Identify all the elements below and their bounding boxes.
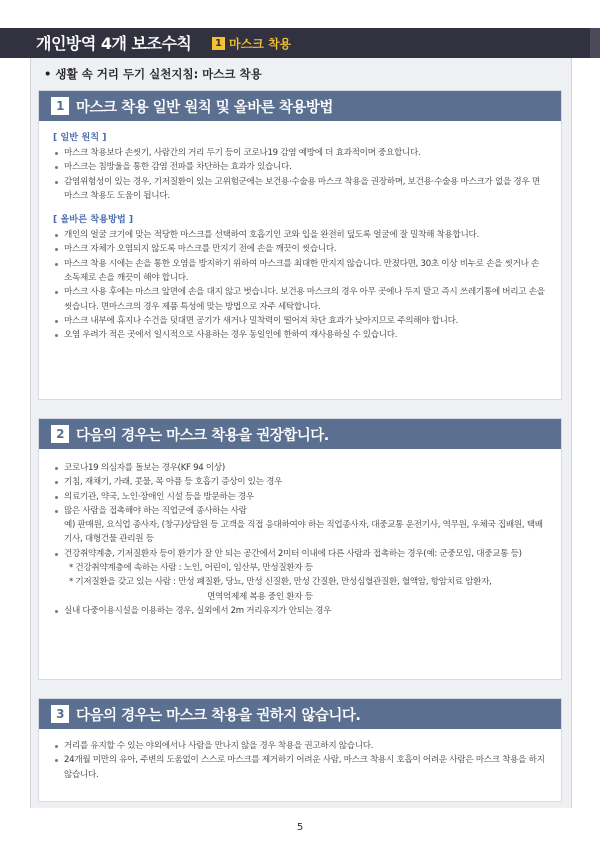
general-principles-list <box>39 146 561 203</box>
list-item: 마스크는 침방울을 통한 감염 전파를 차단하는 효과가 있습니다. <box>55 160 547 174</box>
section-3-header <box>39 699 561 729</box>
guide-title: • 생활 속 거리 두기 실천지침: 마스크 착용 <box>44 67 262 81</box>
list-item: 실내 다중이용시설을 이용하는 경우, 실외에서 2m 거리유지가 안되는 경우 <box>55 604 547 618</box>
list-item: 마스크 사용 후에는 마스크 앞면에 손을 대지 않고 벗습니다. 보건용 마스크의 경우 아무 곳에나 두지 말고 즉시 쓰레기통에 버리고 손을 씻습니다. 면마스크의 경우 제품 특성에 맞는 방법으로 자주 세탁합니다. <box>55 285 547 314</box>
list-item-note: * 건강취약계층에 속하는 사람 : 노인, 어린이, 임산부, 만성질환자 등 <box>69 563 313 574</box>
section-2-card <box>38 418 562 680</box>
section-1-number: 1 <box>51 97 69 115</box>
header-tag-label: 마스크 착용 <box>229 36 292 51</box>
section-1-header <box>39 91 561 121</box>
list-item: 마스크 착용 시에는 손을 통한 오염을 방지하기 위하여 마스크를 최대한 만지지 않습니다. 만졌다면, 30초 이상 비누로 손을 씻거나 손소독제로 손을 깨끗이 해야 합니다. <box>55 257 547 286</box>
not-recommended-list <box>39 739 561 782</box>
header-tag <box>212 34 291 52</box>
list-item: 개인의 얼굴 크기에 맞는 적당한 마스크를 선택하여 호흡기인 코와 입을 완전히 덮도록 얼굴에 잘 밀착해 착용합니다. <box>55 228 547 242</box>
list-item: 마스크 내부에 휴지나 수건을 덧대면 공기가 새거나 밀착력이 떨어져 차단 효과가 낮아지므로 주의해야 합니다. <box>55 314 547 328</box>
list-item: 건강취약계층, 기저질환자 등이 환기가 잘 안 되는 공간에서 2미터 이내에 다른 사람과 접촉하는 경우(예: 군중모임, 대중교통 등) <box>55 547 547 561</box>
list-item: 의료기관, 약국, 노인·장애인 시설 등을 방문하는 경우 <box>55 490 547 504</box>
list-item: 마스크 착용보다 손씻기, 사람간의 거리 두기 등이 코로나19 감염 예방에 더 효과적이며 중요합니다. <box>55 146 547 160</box>
page-number: 5 <box>296 822 304 833</box>
section-3-card <box>38 698 562 802</box>
list-item: 거리를 유지할 수 있는 야외에서나 사람을 만나지 않을 경우 착용을 권고하지 않습니다. <box>55 739 547 753</box>
section-1-card <box>38 90 562 400</box>
list-item-example: 예) 판매원, 요식업 종사자, (창구)상담원 등 고객을 직접 응대하여야 하는 직업종사자, 대중교통 운전기사, 역무원, 우체국 집배원, 택배기사, 대형건물 관리원 등 <box>64 520 543 545</box>
correct-method-list <box>39 228 561 342</box>
list-item: 기침, 재채기, 가래, 콧물, 목 아픔 등 호흡기 증상이 있는 경우 <box>55 475 547 489</box>
note-continuation: 면역억제제 복용 중인 환자 등 <box>207 591 313 602</box>
list-item: 코로나19 의심자를 돌보는 경우(KF 94 이상) <box>55 461 547 475</box>
section-1-title: 마스크 착용 일반 원칙 및 올바른 착용방법 <box>76 99 333 116</box>
section-2-number: 2 <box>51 425 69 443</box>
list-item: 감염위험성이 있는 경우, 기저질환이 있는 고위험군에는 보건용·수술용 마스크 착용을 권장하며, 보건용·수술용 마스크가 없을 경우 면마스크 착용도 도움이 됩니다. <box>55 175 547 204</box>
page-title: 개인방역 4개 보조수칙 <box>36 34 192 53</box>
correct-method-label: [ 올바른 착용방법 ] <box>53 214 134 226</box>
section-2-header <box>39 419 561 449</box>
header-tab-marker <box>590 28 600 58</box>
section-3-number: 3 <box>51 705 69 723</box>
list-item-note: * 기저질환을 갖고 있는 사람 : 만성 폐질환, 당뇨, 만성 신질환, 만성 간질환, 만성심혈관질환, 혈액암, 항암치료 암환자, <box>69 577 492 588</box>
general-principles-label: [ 일반 원칙 ] <box>53 132 107 143</box>
section-3-title: 다음의 경우는 마스크 착용을 권하지 않습니다. <box>76 707 361 724</box>
list-item-note-continued <box>55 590 547 604</box>
list-item: 많은 사람을 접촉해야 하는 직업군에 종사하는 사람 <box>55 504 547 518</box>
section-2-title: 다음의 경우는 마스크 착용을 권장합니다. <box>76 427 329 444</box>
header-tag-number: 1 <box>212 37 225 50</box>
list-item: 마스크 자체가 오염되지 않도록 마스크를 만지기 전에 손을 깨끗이 씻습니다. <box>55 242 547 256</box>
list-item: 오염 우려가 적은 곳에서 일시적으로 사용하는 경우 동일인에 한하여 재사용하실 수 있습니다. <box>55 328 547 342</box>
list-item: 24개월 미만의 유아, 주변의 도움없이 스스로 마스크를 제거하기 어려운 사람, 마스크 착용시 호흡이 어려운 사람은 마스크 착용을 하지 않습니다. <box>55 753 547 782</box>
recommended-cases-list <box>39 461 561 618</box>
header-band <box>0 28 600 58</box>
